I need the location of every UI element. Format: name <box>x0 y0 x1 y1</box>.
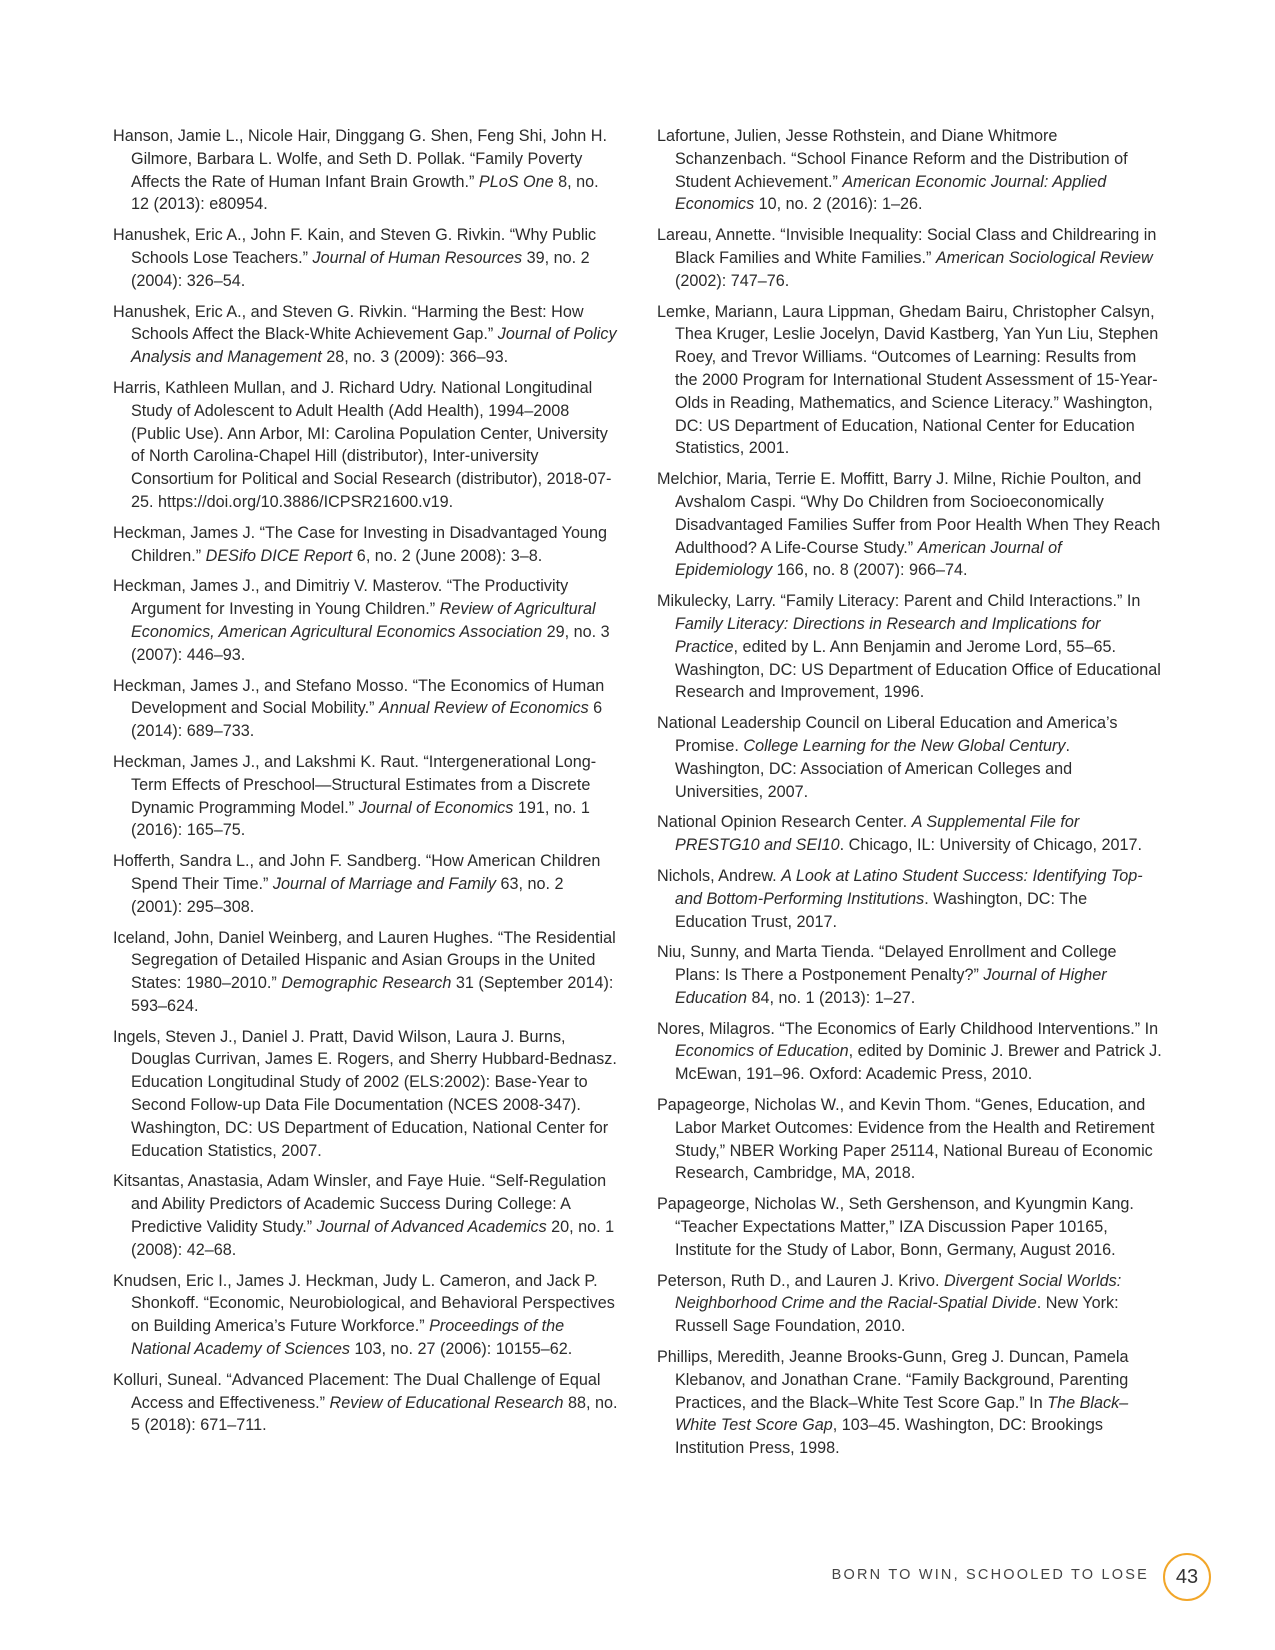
reference-italic-title: Journal of Economics <box>358 798 514 817</box>
reference-entry <box>657 1193 1162 1261</box>
reference-text-tail: 10, no. 2 (2016): 1–26. <box>754 195 923 214</box>
reference-entry <box>657 941 1162 1009</box>
reference-text: Knudsen, Eric I., James J. Heckman, Judy L. Cameron, and Jack P. Shonkoff. “Economic, Neurobiological, and Behavioral Perspectives on Building America’s Future Workforce.” <box>113 1271 615 1336</box>
reference-text-tail: , edited by Dominic J. Brewer and Patrick J. McEwan, 191–96. Oxford: Academic Press, 2010. <box>675 1042 1162 1084</box>
reference-text: Harris, Kathleen Mullan, and J. Richard Udry. National Longitudinal Study of Adolescent to Adult Health (Add Health), 1994–2008 (Public Use). Ann Arbor, MI: Carolina Population Center, University of North Carolina-Chapel Hill (distributor), Inter-university Consortium for Political and Social Research (distributor), 2018-07-25. https://doi.org/10.3886/ICPSR21600.v19. <box>113 378 612 511</box>
reference-text-tail: 84, no. 1 (2013): 1–27. <box>747 988 916 1007</box>
reference-text-tail: 6, no. 2 (June 2008): 3–8. <box>352 546 543 565</box>
reference-entry <box>113 675 618 743</box>
reference-text-tail: 166, no. 8 (2007): 966–74. <box>772 561 968 580</box>
reference-text: Phillips, Meredith, Jeanne Brooks-Gunn, Greg J. Duncan, Pamela Klebanov, and Jonathan Crane. “Family Background, Parenting Practices, and the Black–White Test Score Gap.” In <box>657 1348 1129 1412</box>
reference-entry <box>657 1270 1162 1338</box>
reference-text-tail: . Washington, DC: The Education Trust, 2017. <box>675 889 1088 931</box>
reference-entry <box>657 1346 1162 1460</box>
reference-text: Hanushek, Eric A., and Steven G. Rivkin. “Harming the Best: How Schools Affect the Black-White Achievement Gap.” <box>113 302 584 344</box>
reference-text-tail: 103, no. 27 (2006): 10155–62. <box>349 1340 573 1359</box>
reference-text: Papageorge, Nicholas W., Seth Gershenson, and Kyungmin Kang. “Teacher Expectations Matter,” IZA Discussion Paper 10165, Institute for the Study of Labor, Bonn, Germany, August 2016. <box>657 1195 1134 1259</box>
reference-entry <box>113 1026 618 1163</box>
reference-entry <box>657 811 1162 857</box>
reference-text-tail: 191, no. 1 (2016): 165–75. <box>131 798 590 840</box>
reference-italic-title: Review of Agricultural Economics, American Agricultural Economics Association <box>131 600 596 641</box>
reference-entry <box>113 575 618 666</box>
page-number: 43 <box>1175 1565 1199 1588</box>
reference-italic-title: Journal of Marriage and Family <box>272 874 496 893</box>
reference-entry <box>657 224 1162 292</box>
reference-text-tail: . Washington, DC: Association of American Colleges and Universities, 2007. <box>675 736 1073 801</box>
reference-entry <box>657 865 1162 933</box>
reference-text: Iceland, John, Daniel Weinberg, and Lauren Hughes. “The Residential Segregation of Detailed Hispanic and Asian Groups in the United States: 1980–2010.” <box>113 928 616 993</box>
reference-text-tail: 6 (2014): 689–733. <box>131 699 603 741</box>
reference-text-tail: , 103–45. Washington, DC: Brookings Institution Press, 1998. <box>675 1416 1103 1458</box>
reference-italic-title: American Sociological Review <box>935 248 1153 267</box>
reference-entry <box>657 1018 1162 1086</box>
reference-text-tail: 20, no. 1 (2008): 42–68. <box>131 1218 615 1259</box>
reference-italic-title: Journal of Human Resources <box>312 248 523 267</box>
reference-italic-title: Review of Educational Research <box>329 1393 564 1412</box>
reference-entry <box>113 1369 618 1437</box>
reference-entry <box>113 377 618 514</box>
reference-text: Ingels, Steven J., Daniel J. Pratt, David Wilson, Laura J. Burns, Douglas Currivan, James E. Rogers, and Sherry Hubbard-Bednasz. Education Longitudinal Study of 2002 (ELS:2002): Base-Year to Second Follow-up Data File Documentation (NCES 2008-347). Washington, DC: US Department of Education, National Center for Education Statistics, 2007. <box>113 1027 617 1160</box>
reference-italic-title: A Supplemental File for PRESTG10 and SEI10 <box>675 813 1080 855</box>
reference-text-tail: . Chicago, IL: University of Chicago, 2017. <box>839 836 1142 855</box>
reference-text: Kitsantas, Anastasia, Adam Winsler, and Faye Huie. “Self-Regulation and Ability Predictors of Academic Success During College: A Predictive Validity Study.” <box>113 1172 607 1237</box>
reference-entry <box>113 522 618 568</box>
reference-italic-title: Divergent Social Worlds: Neighborhood Crime and the Racial-Spatial Divide <box>675 1271 1122 1313</box>
reference-text: Hofferth, Sandra L., and John F. Sandberg. “How American Children Spend Their Time.” <box>113 852 601 893</box>
reference-text: Hanushek, Eric A., John F. Kain, and Steven G. Rivkin. “Why Public Schools Lose Teachers.” <box>113 226 597 267</box>
reference-italic-title: Economics of Education <box>675 1042 849 1061</box>
page-number-badge <box>1163 1553 1211 1601</box>
reference-text: Nores, Milagros. “The Economics of Early Childhood Interventions.” In <box>657 1019 1159 1038</box>
reference-italic-title: American Journal of Epidemiology <box>675 538 1062 580</box>
reference-entry <box>657 590 1162 704</box>
reference-entry <box>657 468 1162 582</box>
references-left-column <box>113 125 618 1445</box>
reference-entry <box>657 301 1162 461</box>
reference-text-tail: 8, no. 12 (2013): e80954. <box>131 172 599 214</box>
reference-text: Heckman, James J. “The Case for Investing in Disadvantaged Young Children.” <box>113 523 607 565</box>
reference-italic-title: Demographic Research <box>281 974 452 993</box>
reference-entry <box>113 927 618 1018</box>
reference-text: Peterson, Ruth D., and Lauren J. Krivo. <box>657 1271 945 1290</box>
reference-entry <box>113 125 618 216</box>
reference-text: Hanson, Jamie L., Nicole Hair, Dinggang G. Shen, Feng Shi, John H. Gilmore, Barbara L. Wolfe, and Seth D. Pollak. “Family Poverty Affects the Rate of Human Infant Brain Growth.” <box>113 127 607 191</box>
reference-italic-title: Annual Review of Economics <box>379 699 589 718</box>
reference-text: Niu, Sunny, and Marta Tienda. “Delayed Enrollment and College Plans: Is There a Postponement Penalty?” <box>657 943 1117 985</box>
reference-italic-title: Family Literacy: Directions in Research and Implications for Practice <box>675 614 1101 656</box>
reference-italic-title: College Learning for the New Global Century <box>743 736 1066 755</box>
reference-text: National Opinion Research Center. <box>657 813 912 832</box>
reference-text: National Leadership Council on Liberal Education and America’s Promise. <box>657 714 1118 755</box>
reference-text-tail: 28, no. 3 (2009): 366–93. <box>321 348 509 367</box>
reference-text-tail: (2002): 747–76. <box>675 271 790 290</box>
reference-italic-title: Proceedings of the National Academy of Sciences <box>131 1317 565 1359</box>
reference-text: Nichols, Andrew. <box>657 866 782 885</box>
references-right-column <box>657 125 1162 1468</box>
reference-text: Lareau, Annette. “Invisible Inequality: Social Class and Childrearing in Black Families and White Families.” <box>657 226 1157 267</box>
reference-text-tail: 31 (September 2014): 593–624. <box>131 974 614 1015</box>
reference-entry <box>113 301 618 369</box>
reference-text: Kolluri, Suneal. “Advanced Placement: The Dual Challenge of Equal Access and Effectiveness.” <box>113 1370 601 1412</box>
reference-entry <box>113 850 618 918</box>
reference-italic-title: American Economic Journal: Applied Economics <box>675 172 1107 214</box>
reference-text: Heckman, James J., and Stefano Mosso. “The Economics of Human Development and Social Mobility.” <box>113 676 605 718</box>
reference-entry <box>113 751 618 842</box>
reference-entry <box>657 125 1162 216</box>
reference-text-tail: , edited by L. Ann Benjamin and Jerome Lord, 55–65. Washington, DC: US Department of Education Office of Educational Research and Improvement, 1996. <box>675 637 1161 702</box>
reference-text: Papageorge, Nicholas W., and Kevin Thom. “Genes, Education, and Labor Market Outcomes: Evidence from the Health and Retirement Study,” NBER Working Paper 25114, National Bureau of Economic Research, Cambridge, MA, 2018. <box>657 1096 1155 1183</box>
reference-text: Lafortune, Julien, Jesse Rothstein, and Diane Whitmore Schanzenbach. “School Finance Reform and the Distribution of Student Achievement.” <box>657 127 1128 191</box>
reference-entry <box>657 1094 1162 1185</box>
reference-text: Heckman, James J., and Lakshmi K. Raut. “Intergenerational Long-Term Effects of Preschool—Structural Estimates from a Discrete Dynamic Programming Model.” <box>113 752 597 817</box>
reference-text: Mikulecky, Larry. “Family Literacy: Parent and Child Interactions.” In <box>657 592 1141 611</box>
reference-entry <box>113 1270 618 1361</box>
reference-text-tail: . New York: Russell Sage Foundation, 2010. <box>675 1294 1119 1336</box>
reference-entry <box>113 1170 618 1261</box>
reference-italic-title: Journal of Policy Analysis and Management <box>131 325 617 367</box>
reference-text-tail: 29, no. 3 (2007): 446–93. <box>131 622 610 664</box>
reference-entry <box>113 224 618 292</box>
reference-text: Melchior, Maria, Terrie E. Moffitt, Barry J. Milne, Richie Poulton, and Avshalom Caspi. “Why Do Children from Socioeconomically Disadvantaged Families Suffer from Poor Health When They Reach Adulthood? A Life-Course Study.” <box>657 470 1161 557</box>
footer-report-title: BORN TO WIN, SCHOOLED TO LOSE <box>831 1567 1149 1583</box>
reference-italic-title: A Look at Latino Student Success: Identifying Top- and Bottom-Performing Institutions <box>675 866 1143 908</box>
reference-text-tail: 63, no. 2 (2001): 295–308. <box>131 874 564 916</box>
reference-italic-title: DESifo DICE Report <box>205 546 353 565</box>
reference-entry <box>657 712 1162 803</box>
reference-italic-title: Journal of Higher Education <box>675 966 1107 1007</box>
reference-text-tail: 39, no. 2 (2004): 326–54. <box>131 248 590 290</box>
reference-text: Lemke, Mariann, Laura Lippman, Ghedam Bairu, Christopher Calsyn, Thea Kruger, Leslie Jocelyn, David Kastberg, Yan Yun Liu, Stephen Roey, and Trevor Williams. “Outcomes of Learning: Results from the 2000 Program for International Student Assessment of 15-Year-Olds in Reading, Mathematics, and Science Literacy.” Washington, DC: US Department of Education, National Center for Education Statistics, 2001. <box>657 302 1159 458</box>
reference-italic-title: The Black–White Test Score Gap <box>675 1393 1129 1435</box>
reference-italic-title: PLoS One <box>478 172 554 191</box>
reference-text: Heckman, James J., and Dimitriy V. Masterov. “The Productivity Argument for Investing in Young Children.” <box>113 577 569 619</box>
reference-text-tail: 88, no. 5 (2018): 671–711. <box>131 1393 618 1435</box>
reference-italic-title: Journal of Advanced Academics <box>316 1218 547 1237</box>
